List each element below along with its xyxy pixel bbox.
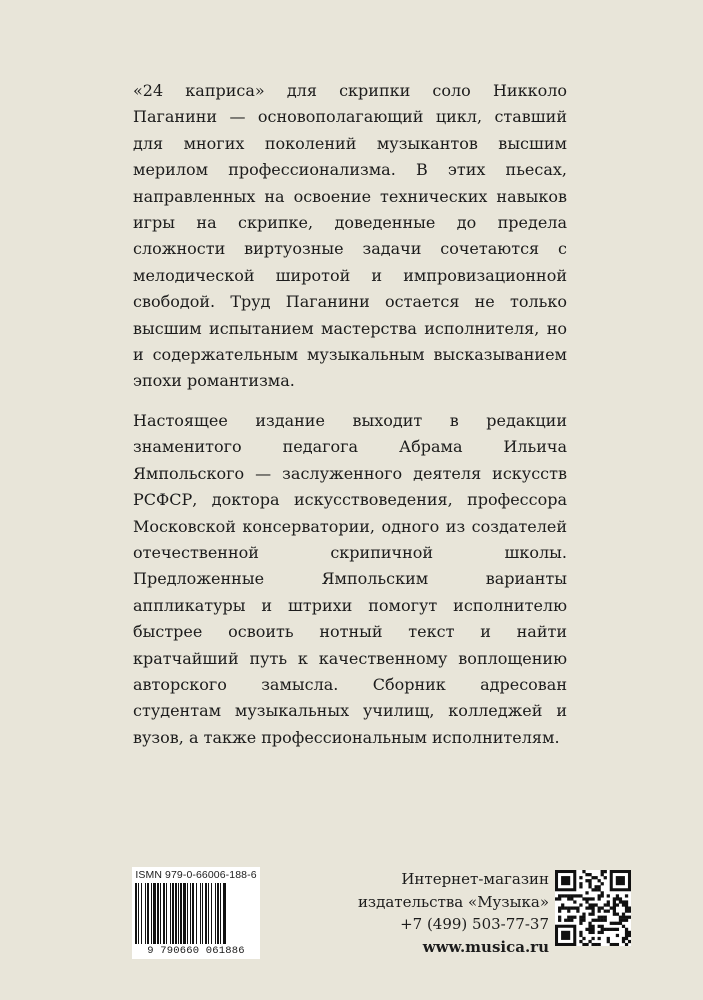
qr-module: [595, 903, 598, 906]
qr-module: [607, 940, 610, 943]
qr-module: [576, 906, 579, 909]
qr-module: [613, 903, 616, 906]
barcode-bar: [211, 883, 212, 944]
barcode-bar: [192, 883, 194, 944]
qr-module: [576, 910, 579, 913]
qr-module: [613, 910, 616, 913]
barcode-icon: [132, 883, 260, 949]
qr-module: [555, 897, 558, 900]
qr-module: [591, 906, 594, 909]
barcode-bar: [135, 883, 137, 949]
paragraph-1: «24 каприса» для скрипки соло Никколо Паганини — основополагающий цикл, ставший для многих поколений музыкантов высшим мерилом профессионализма. В этих пьесах, направленных на освоение технических навыков игры на скрипке, доведенные до предела сложности виртуозные задачи сочетаются с мелодической широтой и импровизационной свободой. Труд Паганини остается не только высшим испытанием мастерства исполнителя, но и содержательным музыкальным высказыванием эпохи романтизма.: [133, 81, 567, 391]
qr-module: [564, 919, 567, 922]
qr-module: [561, 906, 564, 909]
qr-module: [588, 906, 591, 909]
qr-module: [601, 919, 604, 922]
shop-url[interactable]: www.musica.ru: [422, 937, 549, 956]
qr-module: [585, 906, 588, 909]
qr-module: [610, 922, 613, 925]
qr-module: [622, 916, 625, 919]
qr-module: [588, 928, 591, 931]
barcode-bar: [202, 883, 203, 944]
qr-module: [598, 919, 601, 922]
qr-module: [588, 885, 591, 888]
qr-module: [625, 916, 628, 919]
qr-module: [616, 913, 619, 916]
qr-module: [588, 913, 591, 916]
qr-module: [595, 919, 598, 922]
qr-module: [591, 937, 594, 940]
qr-module: [591, 897, 594, 900]
qr-module: [576, 894, 579, 897]
qr-module: [601, 882, 604, 885]
barcode: [132, 867, 260, 959]
qr-module: [585, 891, 588, 894]
qr-module: [616, 897, 619, 900]
shop-info: [358, 868, 549, 958]
qr-module: [570, 919, 573, 922]
qr-module: [591, 943, 594, 946]
qr-module: [595, 888, 598, 891]
barcode-bar: [157, 883, 159, 944]
qr-module: [588, 931, 591, 934]
qr-module: [558, 894, 561, 897]
barcode-bar: [160, 883, 161, 944]
barcode-bar: [153, 883, 156, 944]
qr-module: [601, 931, 604, 934]
qr-module: [567, 916, 570, 919]
qr-module: [561, 894, 564, 897]
qr-module: [573, 894, 576, 897]
barcode-bar: [138, 883, 139, 944]
qr-module: [579, 894, 582, 897]
qr-module: [598, 916, 601, 919]
qr-module: [607, 903, 610, 906]
qr-module: [591, 913, 594, 916]
qr-module: [625, 903, 628, 906]
qr-module: [604, 903, 607, 906]
qr-module: [588, 903, 591, 906]
qr-module: [613, 897, 616, 900]
qr-module: [570, 906, 573, 909]
qr-module: [558, 916, 561, 919]
qr-module: [607, 900, 610, 903]
qr-module: [613, 928, 616, 931]
qr-module: [610, 906, 613, 909]
qr-module: [595, 885, 598, 888]
qr-module: [558, 906, 561, 909]
qr-module: [579, 916, 582, 919]
qr-module: [616, 943, 619, 946]
qr-module: [579, 931, 582, 934]
qr-module: [570, 916, 573, 919]
qr-module: [582, 937, 585, 940]
qr-module: [570, 894, 573, 897]
qr-module: [625, 910, 628, 913]
qr-module: [607, 910, 610, 913]
qr-module: [628, 931, 631, 934]
qr-module: [588, 940, 591, 943]
qr-module: [625, 906, 628, 909]
qr-module: [588, 879, 591, 882]
qr-module: [598, 931, 601, 934]
qr-module: [598, 885, 601, 888]
qr-module: [558, 919, 561, 922]
barcode-bar: [180, 883, 182, 944]
qr-module: [595, 943, 598, 946]
qr-module: [573, 906, 576, 909]
barcode-bar: [223, 883, 226, 944]
barcode-bar: [208, 883, 209, 944]
qr-module: [598, 894, 601, 897]
barcode-bar: [175, 883, 177, 944]
qr-module: [625, 943, 628, 946]
barcode-bar: [145, 883, 146, 944]
qr-module: [558, 910, 561, 913]
barcode-bar: [178, 883, 179, 944]
qr-module: [579, 903, 582, 906]
qr-module: [588, 922, 591, 925]
qr-module: [588, 925, 591, 928]
qr-finder: [561, 931, 570, 940]
shop-line-1: Интернет-магазин: [401, 870, 549, 888]
qr-module: [616, 922, 619, 925]
qr-module: [625, 931, 628, 934]
qr-module: [613, 943, 616, 946]
qr-module: [595, 876, 598, 879]
paragraph-2: Настоящее издание выходит в редакции знаменитого педагога Абрама Ильича Ямпольского — заслуженного деятеля искусств РСФСР, доктора искусствоведения, профессора Московской консерватории, одного из создателей отечественной скрипичной школы. Предложенные Ямпольским варианты аппликатуры и штрихи помогут исполнителю быстрее освоить нотный текст и найти кратчайший путь к качественному воплощению авторского замысла. Сборник адресован студентам музыкальных училищ, колледжей и вузов, а также профессиональным исполнителям.: [133, 410, 567, 747]
qr-module: [628, 940, 631, 943]
qr-module: [579, 882, 582, 885]
barcode-bar: [170, 883, 171, 944]
qr-module: [619, 900, 622, 903]
qr-module: [585, 897, 588, 900]
qr-module: [604, 928, 607, 931]
qr-module: [588, 897, 591, 900]
qr-module: [625, 919, 628, 922]
qr-module: [588, 873, 591, 876]
qr-module: [604, 876, 607, 879]
qr-module: [610, 928, 613, 931]
qr-module: [604, 916, 607, 919]
qr-module: [628, 910, 631, 913]
qr-module: [601, 894, 604, 897]
qr-module: [567, 919, 570, 922]
barcode-bar: [190, 883, 191, 944]
qr-module: [607, 894, 610, 897]
qr-module: [619, 919, 622, 922]
qr-module: [579, 922, 582, 925]
qr-module: [628, 934, 631, 937]
qr-module: [591, 931, 594, 934]
qr-module: [607, 937, 610, 940]
qr-module: [570, 897, 573, 900]
qr-module: [573, 916, 576, 919]
barcode-digits: 9 790660 061886: [132, 944, 260, 958]
barcode-bar: [205, 883, 207, 944]
barcode-bar: [220, 883, 221, 944]
qr-module: [579, 940, 582, 943]
qr-module: [591, 928, 594, 931]
qr-module: [564, 894, 567, 897]
qr-module: [598, 943, 601, 946]
qr-module: [613, 922, 616, 925]
qr-module: [625, 937, 628, 940]
qr-module: [561, 903, 564, 906]
qr-module: [622, 900, 625, 903]
qr-module: [616, 934, 619, 937]
qr-module: [613, 906, 616, 909]
qr-module: [619, 916, 622, 919]
shop-phone: +7 (499) 503-77-37: [400, 915, 549, 933]
qr-module: [610, 943, 613, 946]
qr-module: [625, 900, 628, 903]
qr-module: [613, 900, 616, 903]
qr-module: [622, 903, 625, 906]
barcode-bar: [200, 883, 201, 944]
qr-module: [591, 925, 594, 928]
qr-module: [591, 919, 594, 922]
qr-module: [598, 879, 601, 882]
qr-module: [582, 916, 585, 919]
qr-module: [601, 928, 604, 931]
barcode-bar: [141, 883, 142, 944]
ismn-label: ISMN 979-0-66006-188-6: [135, 869, 257, 881]
qr-module: [628, 916, 631, 919]
qr-module: [604, 910, 607, 913]
qr-module: [585, 873, 588, 876]
qr-module: [598, 937, 601, 940]
qr-module: [591, 910, 594, 913]
qr-module: [616, 928, 619, 931]
qr-code-icon: [555, 870, 631, 946]
description-text: [133, 78, 567, 764]
barcode-bar: [217, 883, 219, 944]
qr-module: [591, 903, 594, 906]
qr-module: [582, 870, 585, 873]
qr-finder: [616, 876, 625, 885]
qr-module: [625, 894, 628, 897]
barcode-bar: [172, 883, 174, 944]
qr-module: [585, 879, 588, 882]
qr-module: [628, 906, 631, 909]
qr-module: [558, 897, 561, 900]
qr-finder: [561, 876, 570, 885]
barcode-bar: [163, 883, 165, 944]
qr-module: [591, 888, 594, 891]
barcode-bar: [215, 883, 216, 944]
qr-module: [579, 885, 582, 888]
qr-module: [601, 891, 604, 894]
barcode-bar: [166, 883, 167, 944]
qr-module: [604, 870, 607, 873]
qr-module: [582, 919, 585, 922]
qr-module: [598, 925, 601, 928]
qr-module: [622, 913, 625, 916]
qr-module: [567, 906, 570, 909]
barcode-bar: [147, 883, 149, 944]
qr-module: [579, 876, 582, 879]
qr-module: [567, 910, 570, 913]
qr-module: [567, 894, 570, 897]
qr-module: [567, 897, 570, 900]
qr-module: [588, 882, 591, 885]
qr-module: [604, 919, 607, 922]
qr-module: [598, 906, 601, 909]
qr-module: [622, 925, 625, 928]
qr-module: [601, 906, 604, 909]
qr-module: [613, 913, 616, 916]
qr-module: [622, 919, 625, 922]
qr-module: [564, 906, 567, 909]
qr-module: [616, 903, 619, 906]
qr-module: [598, 897, 601, 900]
qr-module: [579, 919, 582, 922]
qr-module: [585, 928, 588, 931]
qr-module: [585, 900, 588, 903]
qr-module: [601, 925, 604, 928]
barcode-bar: [187, 883, 188, 944]
qr-module: [607, 928, 610, 931]
qr-module: [619, 897, 622, 900]
barcode-bar: [183, 883, 186, 944]
qr-module: [601, 916, 604, 919]
barcode-bar: [151, 883, 152, 944]
barcode-bar: [196, 883, 197, 949]
qr-module: [579, 934, 582, 937]
qr-module: [622, 940, 625, 943]
qr-module: [582, 897, 585, 900]
qr-module: [622, 937, 625, 940]
qr-module: [582, 943, 585, 946]
qr-module: [619, 922, 622, 925]
qr-module: [591, 876, 594, 879]
qr-module: [598, 888, 601, 891]
shop-line-2: издательства «Музыка»: [357, 892, 549, 911]
qr-module: [625, 928, 628, 931]
qr-module: [601, 873, 604, 876]
qr-module: [601, 870, 604, 873]
qr-module: [585, 943, 588, 946]
qr-module: [598, 910, 601, 913]
qr-module: [573, 900, 576, 903]
qr-module: [616, 894, 619, 897]
qr-module: [625, 934, 628, 937]
qr-module: [582, 913, 585, 916]
